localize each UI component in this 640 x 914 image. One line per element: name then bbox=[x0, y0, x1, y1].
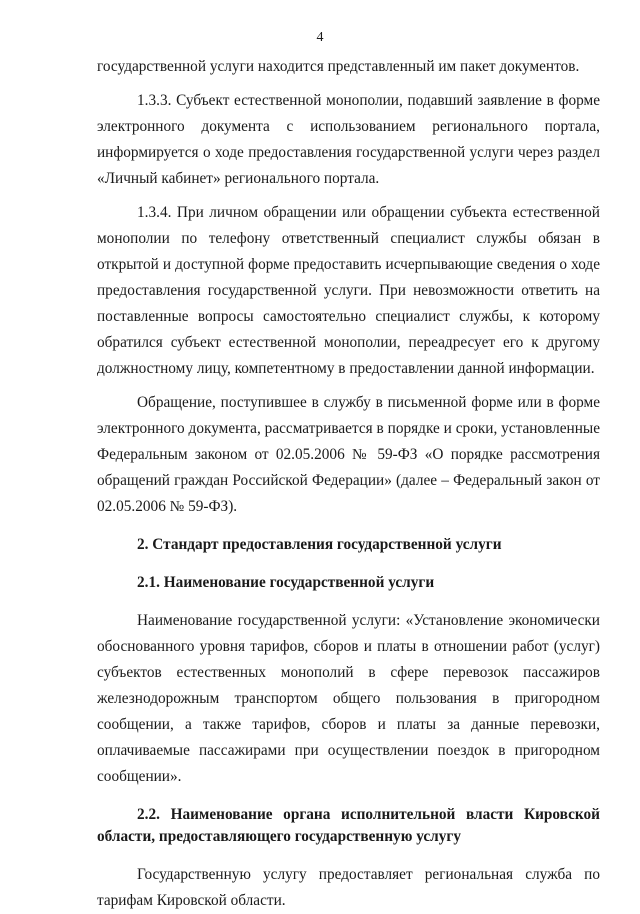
paragraph-1-3-3: 1.3.3. Субъект естественной монополии, подавший заявление в форме электронного документа с использованием регионального портала, информируется о ходе предоставления государственной услуги через раздел «Личный кабинет» регионального портала. bbox=[97, 92, 600, 187]
paragraph-service-provider: Государственную услугу предоставляет региональная служба по тарифам Кировской области. bbox=[97, 866, 600, 909]
paragraph-service-name: Наименование государственной услуги: «Установление экономически обоснованного уровня тарифов, сборов и платы в отношении работ (услуг) субъектов естественных монополий в сфере перевозок пассажиров железнодорожным транспортом общего пользования в пригородном сообщении, а также тарифов, сборов и платы за данные перевозки, оплачиваемые пассажирами при осуществлении поездок в пригородном сообщении». bbox=[97, 612, 600, 785]
paragraph-continuation: государственной услуги находится представленный им пакет документов. bbox=[97, 58, 580, 75]
heading-section-2: 2. Стандарт предоставления государственной услуги bbox=[137, 536, 502, 553]
document-body bbox=[97, 54, 600, 914]
paragraph-1-3-4: 1.3.4. При личном обращении или обращении субъекта естественной монополии по телефону ответственный специалист службы обязан в открытой и доступной форме предоставить исчерпывающие сведения о ходе предоставления государственной услуги. При невозможности ответить на поставленные вопросы самостоятельно специалист службы, к которому обратился субъект естественной монополии, переадресует его к другому должностному лицу, компетентному в предоставлении данной информации. bbox=[97, 204, 600, 377]
paragraph-appeal: Обращение, поступившее в службу в письменной форме или в форме электронного документа, рассматривается в порядке и сроки, установленные Федеральным законом от 02.05.2006 № 59-ФЗ «О порядке рассмотрения обращений граждан Российской Федерации» (далее – Федеральный закон от 02.05.2006 № 59-ФЗ). bbox=[97, 394, 600, 515]
page-number: 4 bbox=[316, 30, 324, 45]
heading-section-2-1: 2.1. Наименование государственной услуги bbox=[137, 574, 435, 591]
heading-section-2-2: 2.2. Наименование органа исполнительной власти Кировской области, предоставляющего государственную услугу bbox=[97, 806, 600, 845]
